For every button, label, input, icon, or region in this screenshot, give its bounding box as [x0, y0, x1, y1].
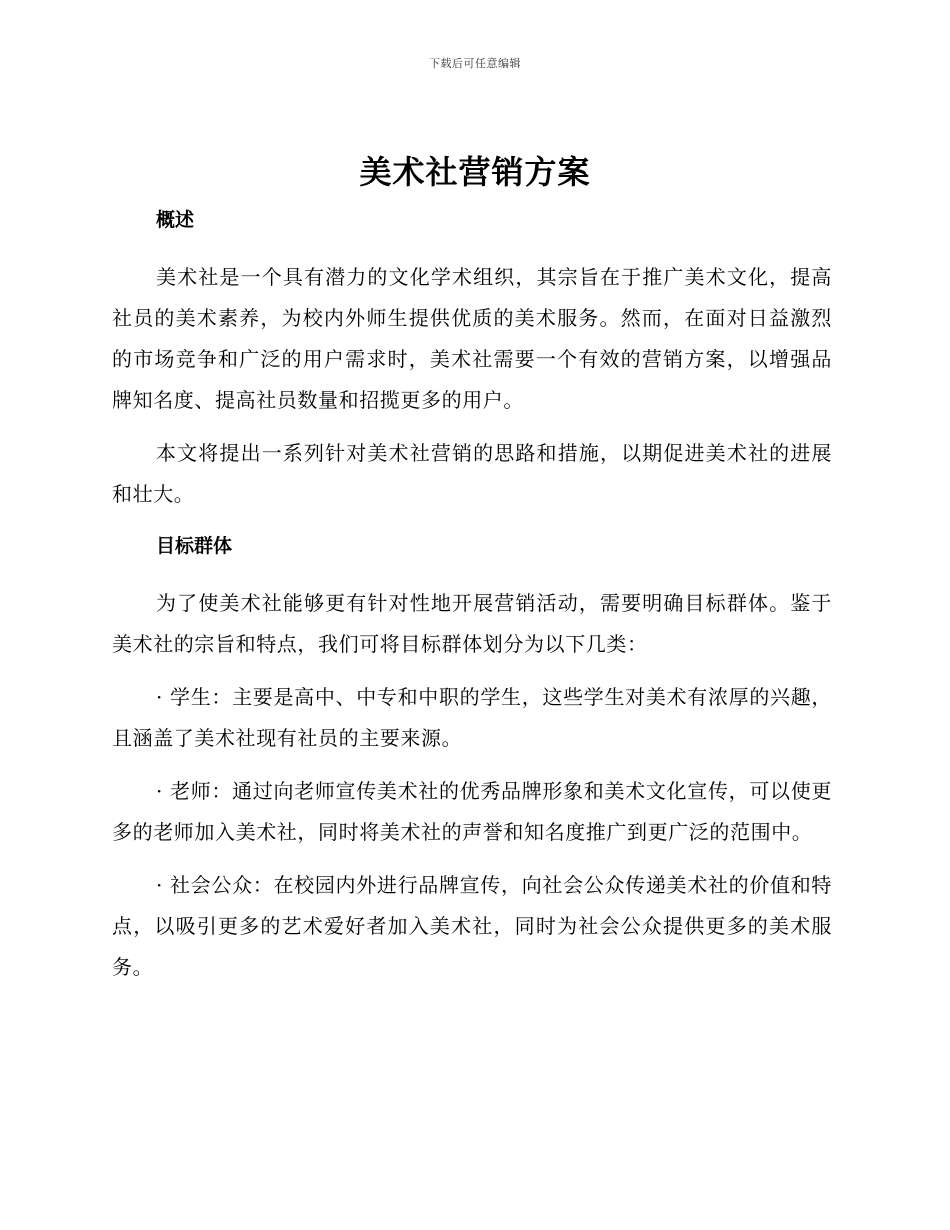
section-heading-overview: 概述 — [156, 209, 195, 231]
paragraph: 为了使美术社能够更有针对性地开展营销活动，需要明确目标群体。鉴于美术社的宗旨和特点，我们可将目标群体划分为以下几类： — [112, 591, 832, 656]
list-item-public: · 社会公众：在校园内外进行品牌宣传，向社会公众传递美术社的价值和特点，以吸引更多的艺术爱好者加入美术社，同时为社会公众提供更多的美术服务。 — [112, 873, 832, 979]
list-item-teachers: · 老师：通过向老师宣传美术社的优秀品牌形象和美术文化宣传，可以使更多的老师加入美术社，同时将美术社的声誉和知名度推广到更广泛的范围中。 — [112, 779, 832, 844]
document-title: 美术社营销方案 — [359, 153, 591, 191]
paragraph: 本文将提出一系列针对美术社营销的思路和措施，以期促进美术社的进展和壮大。 — [112, 441, 832, 506]
list-item-students: · 学生：主要是高中、中专和中职的学生，这些学生对美术有浓厚的兴趣，且涵盖了美术社现有社员的主要来源。 — [112, 685, 832, 750]
header-note: 下载后可任意编辑 — [429, 57, 521, 70]
paragraph: 美术社是一个具有潜力的文化学术组织，其宗旨在于推广美术文化，提高社员的美术素养，为校内外师生提供优质的美术服务。然而，在面对日益激烈的市场竞争和广泛的用户需求时，美术社需要一个有效的营销方案，以增强品牌知名度、提高社员数量和招揽更多的用户。 — [112, 265, 832, 412]
section-heading-target-group: 目标群体 — [156, 535, 233, 557]
document-body — [112, 203, 832, 988]
